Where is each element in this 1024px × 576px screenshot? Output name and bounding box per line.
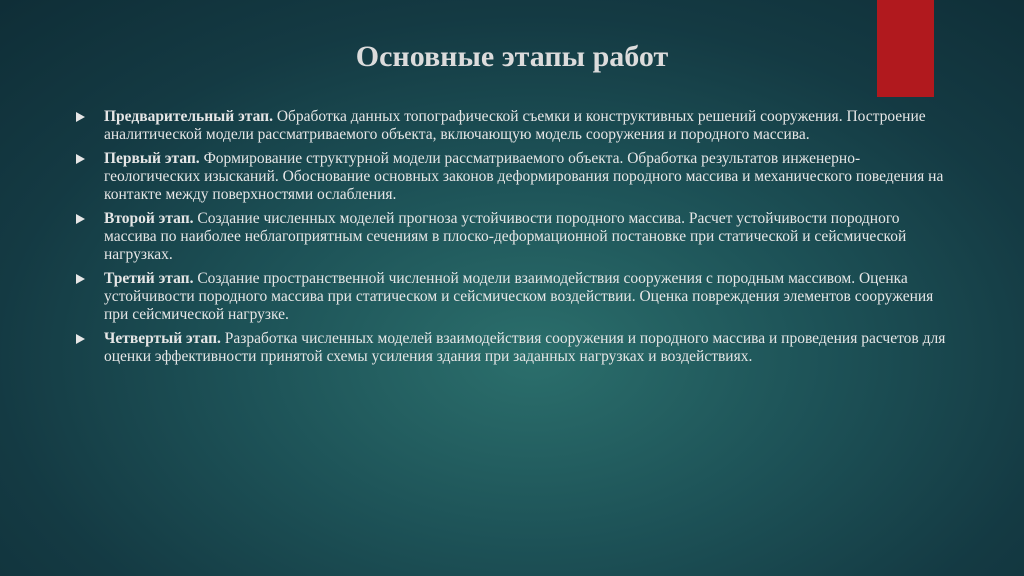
stages-bullet-list — [76, 108, 956, 372]
bullet-text: Создание численных моделей прогноза устойчивости породного массива. Расчет устойчивости породного массива по наиболее неблагоприятным сечениям в плоско-деформационной постановке при статической и сейсмической нагрузках. — [104, 210, 907, 263]
bullet-lead: Предварительный этап. — [104, 108, 273, 125]
bullet-text: Создание пространственной численной модели взаимодействия сооружения с породным массивом. Оценка устойчивости породного массива при статическом и сейсмическом воздействии. Оценка повреждения элементов сооружения при сейсмической нагрузке. — [104, 270, 934, 323]
triangle-right-icon — [76, 334, 85, 344]
bullet-item-third-stage — [76, 270, 956, 324]
bullet-lead: Первый этап. — [104, 150, 200, 167]
slide-title: Основные этапы работ — [355, 40, 669, 73]
bullet-lead: Четвертый этап. — [104, 330, 221, 347]
bullet-item-preliminary-stage — [76, 108, 956, 144]
bullet-text: Обработка данных топографической съемки и конструктивных решений сооружения. Построение аналитической модели рассматриваемого объекта, включающую модель сооружения и породного массива. — [104, 108, 926, 143]
triangle-right-icon — [76, 274, 85, 284]
triangle-right-icon — [76, 112, 85, 122]
bullet-text: Формирование структурной модели рассматриваемого объекта. Обработка результатов инженерно-геологических изысканий. Обоснование основных законов деформирования породного массива и механического поведения на контакте между поверхностями ослабления. — [104, 150, 944, 203]
bullet-text: Разработка численных моделей взаимодействия сооружения и породного массива и проведения расчетов для оценки эффективности принятой схемы усиления здания при заданных нагрузках и воздействиях. — [104, 330, 946, 365]
bullet-item-second-stage — [76, 210, 956, 264]
bullet-lead: Второй этап. — [104, 210, 194, 227]
triangle-right-icon — [76, 214, 85, 224]
bullet-item-first-stage — [76, 150, 956, 204]
triangle-right-icon — [76, 154, 85, 164]
bullet-lead: Третий этап. — [104, 270, 194, 287]
bullet-item-fourth-stage — [76, 330, 956, 366]
